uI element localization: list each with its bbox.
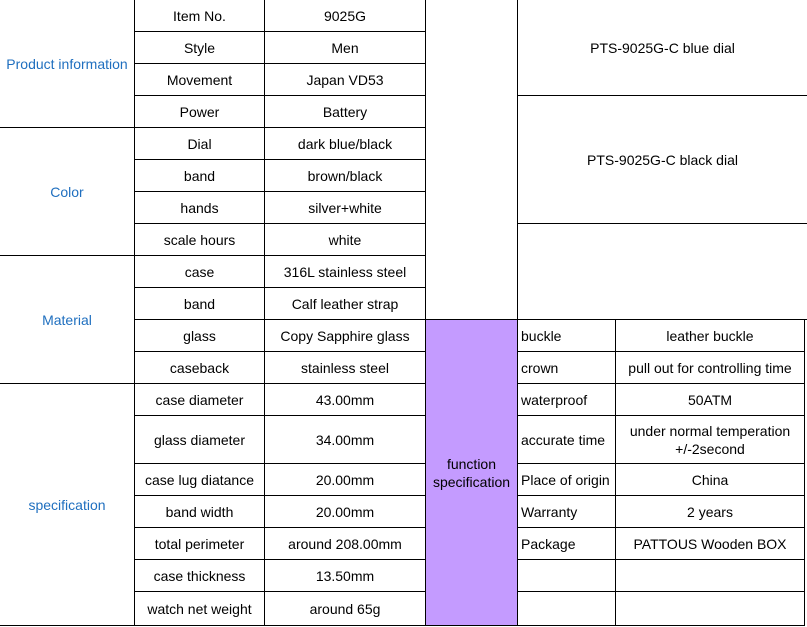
row-value: Calf leather strap	[265, 288, 426, 320]
row-label: caseback	[135, 352, 265, 384]
row-value: Men	[265, 32, 426, 64]
function-label-empty	[518, 560, 616, 592]
function-value: 50ATM	[616, 384, 805, 416]
function-value: China	[616, 464, 805, 496]
row-value: Japan VD53	[265, 64, 426, 96]
row-value: brown/black	[265, 160, 426, 192]
row-value: 34.00mm	[265, 416, 426, 464]
function-value: 2 years	[616, 496, 805, 528]
row-value: Battery	[265, 96, 426, 128]
category-product: Product information	[0, 0, 135, 128]
function-label: buckle	[518, 320, 616, 352]
row-value: 20.00mm	[265, 496, 426, 528]
row-label: Item No.	[135, 0, 265, 32]
row-label: total perimeter	[135, 528, 265, 560]
function-label-empty	[518, 592, 616, 626]
row-value: white	[265, 224, 426, 256]
row-value: 316L stainless steel	[265, 256, 426, 288]
row-value: around 208.00mm	[265, 528, 426, 560]
row-label: case	[135, 256, 265, 288]
function-label: crown	[518, 352, 616, 384]
spacer-column	[426, 0, 518, 320]
row-label: hands	[135, 192, 265, 224]
row-value: 13.50mm	[265, 560, 426, 592]
row-label: glass	[135, 320, 265, 352]
row-value: 43.00mm	[265, 384, 426, 416]
row-value: Copy Sapphire glass	[265, 320, 426, 352]
function-value-empty	[616, 560, 805, 592]
row-label: Dial	[135, 128, 265, 160]
row-label: glass diameter	[135, 416, 265, 464]
row-value: around 65g	[265, 592, 426, 626]
row-value: 9025G	[265, 0, 426, 32]
row-label: case lug diatance	[135, 464, 265, 496]
function-label: Place of origin	[518, 464, 616, 496]
row-value: 20.00mm	[265, 464, 426, 496]
row-value: stainless steel	[265, 352, 426, 384]
variant-blue-dial: PTS-9025G-C blue dial	[518, 0, 807, 96]
function-value: under normal temperation +/-2second	[616, 416, 805, 464]
function-label: Package	[518, 528, 616, 560]
variant-black-dial: PTS-9025G-C black dial	[518, 96, 807, 224]
row-label: scale hours	[135, 224, 265, 256]
category-specification: specification	[0, 384, 135, 626]
function-label: Warranty	[518, 496, 616, 528]
function-value: leather buckle	[616, 320, 805, 352]
category-material: Material	[0, 256, 135, 384]
function-value: pull out for controlling time	[616, 352, 805, 384]
row-label: band	[135, 288, 265, 320]
row-label: Style	[135, 32, 265, 64]
row-label: watch net weight	[135, 592, 265, 626]
row-label: band width	[135, 496, 265, 528]
function-value: PATTOUS Wooden BOX	[616, 528, 805, 560]
row-label: case thickness	[135, 560, 265, 592]
function-value-empty	[616, 592, 805, 626]
row-label: Power	[135, 96, 265, 128]
row-label: Movement	[135, 64, 265, 96]
function-label: accurate time	[518, 416, 616, 464]
row-label: case diameter	[135, 384, 265, 416]
variant-empty	[518, 224, 807, 320]
row-value: dark blue/black	[265, 128, 426, 160]
row-value: silver+white	[265, 192, 426, 224]
category-color: Color	[0, 128, 135, 256]
function-specification-label: function specification	[426, 320, 518, 626]
row-label: band	[135, 160, 265, 192]
function-label: waterproof	[518, 384, 616, 416]
